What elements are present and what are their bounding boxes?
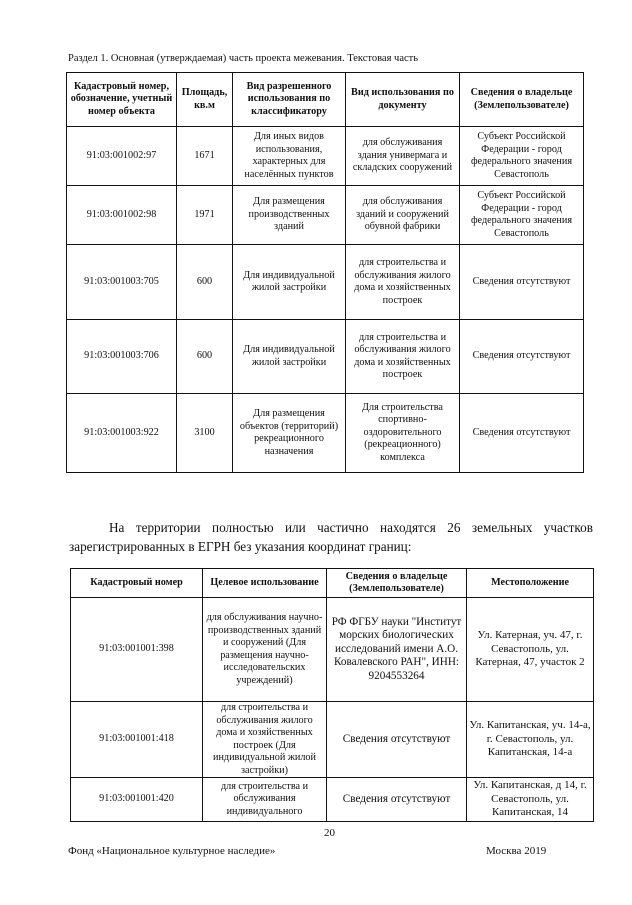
cell-document-use: Для строительства спортивно-оздоровительного (рекреационного) комплекса <box>346 394 460 473</box>
header-location: Местоположение <box>467 569 594 598</box>
header-permitted-use: Вид разрешенного использования по классификатору <box>233 73 346 127</box>
header-intended-use: Целевое использование <box>203 569 327 598</box>
cell-cadastral-number: 91:03:001003:922 <box>67 394 177 473</box>
intro-paragraph-text: На территории полностью или частично находятся 26 земельных участков зарегистрированных в ЕГРН без указания координат границ: <box>69 520 593 554</box>
cell-area: 1971 <box>177 186 233 245</box>
table-row <box>71 598 594 702</box>
cell-cadastral-number: 91:03:001003:705 <box>67 245 177 320</box>
cell-permitted-use: Для размещения объектов (территорий) рекреационного назначения <box>233 394 346 473</box>
header-document-use: Вид использования по документу <box>346 73 460 127</box>
cell-location: Ул. Капитанская, уч. 14-а, г. Севастополь, ул. Капитанская, 14-а <box>467 702 594 778</box>
table-header-row <box>71 569 594 598</box>
cell-location: Ул. Капитанская, д 14, г. Севастополь, ул. Капитанская, 14 <box>467 778 594 822</box>
table-row <box>71 702 594 778</box>
cell-cadastral-number: 91:03:001002:97 <box>67 127 177 186</box>
cell-owner: Субъект Российской Федерации - город федерального значения Севастополь <box>460 186 584 245</box>
footer-city-year: Москва 2019 <box>486 845 547 857</box>
table-row <box>71 778 594 822</box>
cell-document-use: для строительства и обслуживания жилого дома и хозяйственных построек <box>346 245 460 320</box>
cell-area: 600 <box>177 245 233 320</box>
cell-intended-use: для обслуживания научно-производственных зданий и сооружений (Для размещения научно-исследовательских учреждений) <box>203 598 327 702</box>
header-area: Площадь, кв.м <box>177 73 233 127</box>
section-title: Раздел 1. Основная (утверждаемая) часть проекта межевания. Текстовая часть <box>68 53 419 64</box>
cell-cadastral-number: 91:03:001001:420 <box>71 778 203 822</box>
cell-owner: Сведения отсутствуют <box>460 245 584 320</box>
intro-paragraph <box>69 518 593 556</box>
cell-permitted-use: Для индивидуальной жилой застройки <box>233 320 346 394</box>
header-owner: Сведения о владельце (Землепользователе) <box>460 73 584 127</box>
table-row <box>67 245 584 320</box>
header-owner: Сведения о владельце (Землепользователе) <box>327 569 467 598</box>
cell-document-use: для строительства и обслуживания жилого дома и хозяйственных построек <box>346 320 460 394</box>
cell-document-use: для обслуживания здания универмага и складских сооружений <box>346 127 460 186</box>
cell-permitted-use: Для размещения производственных зданий <box>233 186 346 245</box>
footer-organization: Фонд «Национальное культурное наследие» <box>68 845 276 857</box>
cell-owner: Сведения отсутствуют <box>327 702 467 778</box>
table-row <box>67 320 584 394</box>
cell-cadastral-number: 91:03:001001:398 <box>71 598 203 702</box>
cell-cadastral-number: 91:03:001001:418 <box>71 702 203 778</box>
cell-cadastral-number: 91:03:001003:706 <box>67 320 177 394</box>
cell-owner: Субъект Российской Федерации - город федерального значения Севастополь <box>460 127 584 186</box>
cell-permitted-use: Для индивидуальной жилой застройки <box>233 245 346 320</box>
header-cadastral-number: Кадастровый номер <box>71 569 203 598</box>
cell-owner: РФ ФГБУ науки "Институт морских биологических исследований имени А.О. Ковалевского РАН", ИНН: 9204553264 <box>327 598 467 702</box>
land-plots-table <box>66 72 584 473</box>
cell-cadastral-number: 91:03:001002:98 <box>67 186 177 245</box>
cell-location: Ул. Катерная, уч. 47, г. Севастополь, ул. Катерная, 47, участок 2 <box>467 598 594 702</box>
table-row <box>67 394 584 473</box>
cell-document-use: для обслуживания зданий и сооружений обувной фабрики <box>346 186 460 245</box>
table-header-row <box>67 73 584 127</box>
table-row <box>67 127 584 186</box>
header-cadastral-number: Кадастровый номер, обозначение, учетный номер объекта <box>67 73 177 127</box>
cell-intended-use: для строительства и обслуживания индивидуального <box>203 778 327 822</box>
cell-owner: Сведения отсутствуют <box>460 320 584 394</box>
cell-owner: Сведения отсутствуют <box>460 394 584 473</box>
cell-area: 3100 <box>177 394 233 473</box>
unregistered-plots-table <box>70 568 594 822</box>
cell-intended-use: для строительства и обслуживания жилого дома и хозяйственных построек (Для индивидуальной жилой застройки) <box>203 702 327 778</box>
cell-area: 600 <box>177 320 233 394</box>
cell-permitted-use: Для иных видов использования, характерных для населённых пунктов <box>233 127 346 186</box>
page-number: 20 <box>324 827 335 839</box>
table-row <box>67 186 584 245</box>
cell-owner: Сведения отсутствуют <box>327 778 467 822</box>
cell-area: 1671 <box>177 127 233 186</box>
